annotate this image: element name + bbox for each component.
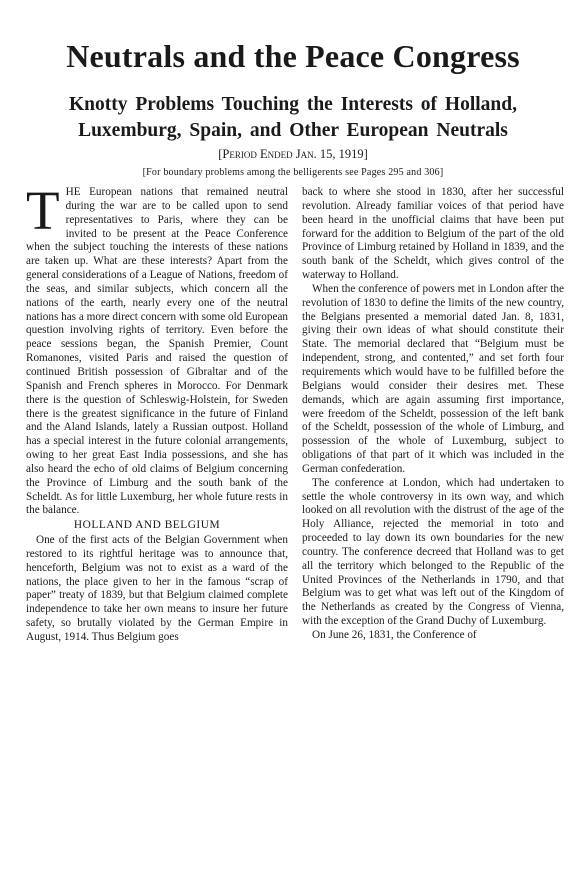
paragraph-continued: back to where she stood in 1830, after her successful revolution. Already familiar voices of that period have been heard in the unofficial claims that have been put forward for the addition to Belgium of the part of the old Province of Limburg retained by Holland in 1839, and the south bank of the Scheldt, which gives control of the waterway to Holland.	[302, 186, 564, 282]
page-subtitle: Knotty Problems Touching the Interests of Holland, Luxemburg, Spain, and Other European Neutrals	[69, 94, 517, 141]
drop-cap: T	[26, 180, 60, 241]
page-title: Neutrals and the Peace Congress	[66, 38, 520, 74]
left-column	[26, 180, 288, 645]
intro-paragraph-text: HE European nations that remained neutral during the war are to be called upon to send representatives to Paris, where they can be invited to be present at the Peace Conference when the subject touching the interests of these nations are taken up. What are these interests? Apart from the general considerations of a League of Nations, freedom of the seas, and similar subjects, which concern all the nations of the earth, nearly every one of the neutral nations has a more direct concern with some old European question involving rights of territory. Even before the peace sessions began, the Spanish Premier, Count Romanones, visited Paris and raised the question of continued British possession of Gibraltar and of the Spanish and French spheres in Morocco. For Denmark there is the question of Schleswig-Holstein, for Sweden there is the greatest significance in the future of Finland and the Aland Islands, lately a Russian outpost. Holland has a special interest in the future colonial arrangements, owing to her great East India possessions, and she has also heard the echo of old claims of Belgium concerning the Province of Limburg and the south bank of the Scheldt. As for little Luxemburg, her whole future rests in the balance.	[26, 186, 288, 517]
paragraph: On June 26, 1831, the Conference of	[312, 629, 477, 641]
period-text: [Period Ended Jan. 15, 1919]	[218, 147, 368, 161]
section-heading: HOLLAND AND BELGIUM	[73, 519, 221, 532]
boundary-note: [For boundary problems among the belligerents see Pages 295 and 306]	[142, 167, 444, 178]
paragraph: When the conference of powers met in London after the revolution of 1830 to define the limits of the new country, the Belgians presented a memorial dated Jan. 8, 1831, giving their own ideas of what should constitute their State. The memorial declared that “Belgium must be independent, strong, and contented,” and set forth four requirements which would have to be fulfilled before the Belgians would consider their desires met. These demands, which are again assuming first importance, were freedom of the Scheldt, possession of the left bank of the Scheldt, possession of the whole of Limburg, and possession of the whole of Luxemburg, subject to obligations of that part of it which was included in the German confederation.	[302, 282, 564, 475]
right-column	[302, 186, 564, 643]
paragraph: One of the first acts of the Belgian Government when restored to its rightful heritage was to announce that, henceforth, Belgium was not to exist as a ward of the nations, the place given to her in the famous “scrap of paper” treaty of 1839, but that Belgium claimed complete independence to take her own means to insure her future safety, so brutally violated by the German Empire in August, 1914. Thus Belgium goes	[26, 534, 288, 643]
period-note	[0, 147, 586, 162]
paragraph: The conference at London, which had undertaken to settle the whole controversy in its own way, and which looked on all revolution with the distrust of the age of the Holy Alliance, rejected the memorial in toto and proceeded to lay down its own boundaries for the new country. The conference decreed that Holland was to get all the territory which belonged to the Republic of the United Provinces of the Netherlands in 1790, and that Belgium was to get what was left out of the Kingdom of the Netherlands as created by the Congress of Vienna, with the exception of the Grand Duchy of Luxemburg.	[302, 476, 564, 628]
intro-paragraph	[26, 180, 288, 518]
